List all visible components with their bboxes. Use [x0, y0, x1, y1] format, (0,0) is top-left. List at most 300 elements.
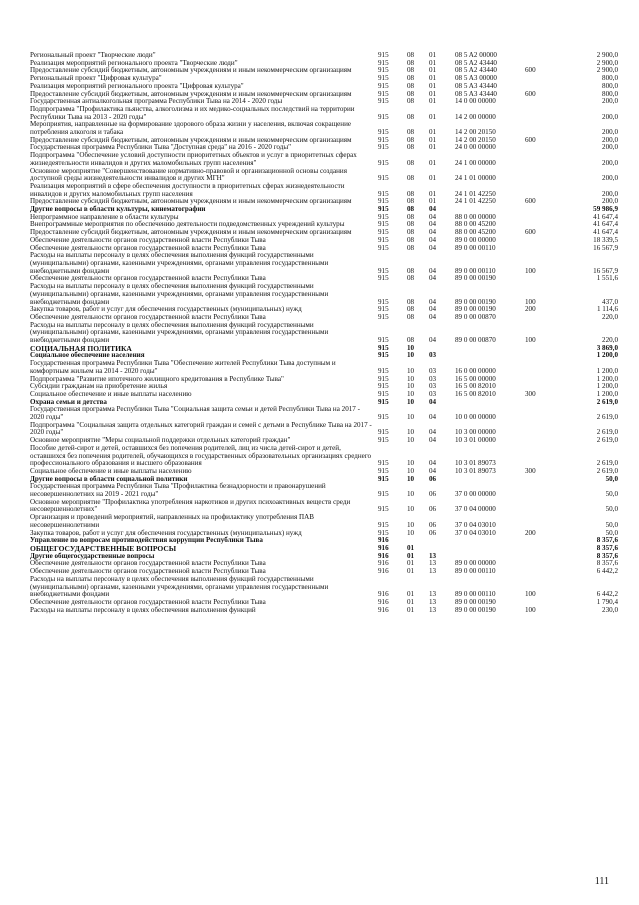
row-gr: 915	[378, 228, 389, 237]
row-gr: 915	[378, 466, 389, 475]
row-pr: 04	[429, 413, 437, 422]
row-vr: 600	[525, 66, 536, 75]
row-rz: 08	[407, 205, 415, 214]
row-name: Региональный проект "Цифровая культура"	[30, 74, 162, 83]
row-gr: 915	[378, 128, 389, 137]
row-vr	[525, 237, 567, 245]
row-rz: 08	[407, 58, 415, 67]
row-gr: 915	[378, 66, 389, 75]
row-name: Расходы на выплаты персоналу в целях обеспечения выполнения функций государственными (муниципальными) органами, казенными учреждениями, органами управления государственными внебюджетными фондами	[30, 282, 329, 306]
row-vr	[525, 314, 567, 322]
table-row	[30, 322, 624, 345]
row-rz: 08	[407, 89, 415, 98]
row-csr: 16 5 00 82010	[455, 382, 496, 391]
row-sum: 3 869,0	[596, 343, 618, 352]
row-gr: 916	[378, 567, 389, 576]
row-csr: 89 0 00 00190	[455, 274, 496, 283]
row-pr: 03	[429, 366, 437, 375]
row-rz: 01	[407, 559, 415, 568]
row-rz: 08	[407, 81, 415, 90]
row-rz: 10	[407, 389, 415, 398]
row-rz: 08	[407, 274, 415, 283]
row-rz: 10	[407, 490, 415, 499]
row-name: Подпрограмма "Профилактика пьянства, алкоголизма и их медико-социальных последствий на территории Республики Тыва на 2013 - 2020 годы"	[30, 104, 355, 121]
row-sum: 1 200,0	[596, 382, 618, 391]
row-gr: 915	[378, 112, 389, 121]
row-csr: 89 0 00 00870	[455, 312, 496, 321]
row-sum: 2 900,0	[596, 66, 618, 75]
row-gr: 915	[378, 197, 389, 206]
row-name: Другие вопросы в области социальной политики	[30, 474, 188, 483]
row-gr: 915	[378, 297, 389, 306]
row-csr: 89 0 00 00190	[455, 597, 496, 606]
row-vr	[525, 422, 567, 437]
row-sum: 200,0	[602, 197, 618, 206]
row-pr: 04	[429, 274, 437, 283]
row-rz: 08	[407, 220, 415, 229]
row-pr: 03	[429, 351, 437, 360]
row-pr: 01	[429, 143, 437, 152]
row-vr	[525, 106, 567, 121]
row-name: Расходы на выплаты персоналу в целях обеспечения выполнения функций государственными (муниципальными) органами, казенными учреждениями, органами управления государственными внебюджетными фондами	[30, 574, 329, 599]
row-name: Организация и проведений мероприятий, направленных на профилактику употребления ПАВ несовершеннолетними	[30, 513, 314, 529]
row-sum: 200,0	[602, 174, 618, 183]
row-gr: 915	[378, 490, 389, 499]
row-name: Предоставление субсидий бюджетным, автономным учреждениям и иным некоммерческим организациям	[30, 197, 352, 206]
row-gr: 915	[378, 74, 389, 83]
row-vr: 600	[525, 89, 536, 98]
row-pr: 04	[429, 243, 437, 252]
row-vr	[525, 399, 567, 407]
row-vr: 300	[525, 389, 536, 398]
row-csr: 08 5 A3 43440	[455, 89, 497, 98]
row-csr: 08 5 A2 43440	[455, 66, 497, 75]
row-rz: 10	[407, 382, 415, 391]
row-csr: 24 1 00 00000	[455, 158, 496, 167]
row-pr: 13	[429, 559, 437, 568]
row-vr	[525, 144, 567, 152]
row-vr	[525, 183, 567, 198]
row-pr: 01	[429, 97, 437, 106]
row-csr: 89 0 00 00870	[455, 336, 496, 345]
row-sum: 200,0	[602, 128, 618, 137]
row-vr	[525, 214, 567, 222]
row-pr: 06	[429, 528, 437, 537]
row-pr: 13	[429, 551, 437, 560]
table-row	[30, 152, 624, 167]
row-vr	[525, 98, 567, 106]
row-vr	[525, 537, 567, 545]
table-row	[30, 168, 624, 183]
row-name: Расходы на выплаты персоналу в целях обеспечения выполнения функций	[30, 605, 256, 614]
row-csr: 37 0 00 00000	[455, 490, 496, 499]
row-vr	[525, 545, 567, 553]
row-sum: 1 200,0	[596, 366, 618, 375]
table-row	[30, 183, 624, 198]
row-gr: 915	[378, 505, 389, 514]
table-row	[30, 360, 624, 375]
budget-table	[30, 52, 624, 614]
row-vr: 600	[525, 197, 536, 206]
row-csr: 89 0 00 00000	[455, 235, 496, 244]
row-vr	[525, 445, 567, 468]
row-gr: 915	[378, 274, 389, 283]
row-name: Подпрограмма "Обеспечение условий доступности приоритетных объектов и услуг в приоритетных сферах жизнедеятельности инвалидов и других маломобильных групп населения"	[30, 151, 357, 167]
row-pr: 04	[429, 312, 437, 321]
row-gr: 915	[378, 336, 389, 345]
row-sum: 8 357,6	[596, 559, 618, 568]
row-sum: 437,0	[602, 297, 618, 306]
row-rz: 08	[407, 74, 415, 83]
row-vr	[525, 206, 567, 214]
row-rz: 10	[407, 343, 415, 352]
table-row	[30, 445, 624, 468]
row-gr: 915	[378, 312, 389, 321]
row-gr: 915	[378, 235, 389, 244]
table-row	[30, 607, 624, 615]
row-name: Реализация мероприятий регионального проекта "Цифровая культура"	[30, 81, 244, 90]
row-pr: 01	[429, 81, 437, 90]
row-gr: 916	[378, 551, 389, 560]
row-name: Государственная программа Республики Тыва "Обеспечение жителей Республики Тыва доступным и комфортным жильем на 2014 - 2020 годы"	[30, 359, 336, 375]
row-csr: 16 0 00 00000	[455, 366, 496, 375]
row-rz: 01	[407, 567, 415, 576]
row-pr: 13	[429, 567, 437, 576]
row-pr: 01	[429, 74, 437, 83]
row-rz: 08	[407, 266, 415, 275]
row-gr: 915	[378, 459, 389, 468]
row-rz: 08	[407, 228, 415, 237]
row-csr	[455, 537, 525, 545]
row-gr: 915	[378, 97, 389, 106]
row-vr	[525, 360, 567, 375]
row-csr: 89 0 00 00110	[455, 590, 496, 599]
row-name: Расходы на выплаты персоналу в целях обеспечения выполнения функций государственными (муниципальными) органами, казенными учреждениями, органами управления государственными внебюджетными фондами	[30, 320, 329, 345]
row-rz: 10	[407, 474, 415, 483]
row-csr: 37 0 04 00000	[455, 505, 496, 514]
row-csr: 16 5 00 00000	[455, 374, 496, 383]
row-gr: 915	[378, 58, 389, 67]
row-csr: 88 0 00 45200	[455, 228, 496, 237]
row-sum: 2 900,0	[596, 58, 618, 67]
row-gr: 915	[378, 351, 389, 360]
row-pr: 04	[429, 459, 437, 468]
row-pr: 01	[429, 197, 437, 206]
row-rz: 10	[407, 351, 415, 360]
row-vr	[525, 514, 567, 529]
table-row	[30, 514, 624, 529]
row-name: Реализация мероприятий в сфере обеспечения доступности в приоритетных сферах жизнедеятельности инвалидов и других маломобильных групп населения	[30, 181, 345, 198]
row-vr	[525, 499, 567, 514]
row-rz: 10	[407, 528, 415, 537]
table-row	[30, 406, 624, 421]
row-pr: 06	[429, 520, 437, 529]
row-csr	[455, 345, 525, 353]
row-rz: 10	[407, 428, 415, 437]
row-csr: 37 0 04 03010	[455, 528, 496, 537]
row-gr: 915	[378, 436, 389, 445]
row-sum: 1 200,0	[596, 389, 618, 398]
row-rz: 01	[407, 590, 415, 599]
row-csr: 89 0 00 00110	[455, 266, 496, 275]
row-vr: 600	[525, 228, 536, 237]
row-name: Социальное обеспечение и иные выплаты населению	[30, 466, 192, 475]
row-name: Обеспечение деятельности органов государственной власти Республики Тыва	[30, 567, 266, 576]
row-name: Внепрограммные мероприятия по обеспечению деятельности подведомственных учреждений культуры	[30, 220, 345, 229]
row-sum: 2 900,0	[596, 51, 618, 59]
row-pr: 01	[429, 135, 437, 144]
row-pr: 04	[429, 436, 437, 445]
row-sum: 41 647,4	[593, 228, 618, 237]
row-pr: 04	[429, 235, 437, 244]
row-rz: 08	[407, 189, 415, 198]
row-name: Закупка товаров, работ и услуг для обеспечения государственных (муниципальных) нужд	[30, 305, 302, 314]
row-sum: 200,0	[602, 189, 618, 198]
row-sum: 8 357,6	[596, 536, 618, 545]
row-gr: 915	[378, 212, 389, 221]
row-sum: 50,0	[605, 474, 618, 483]
row-pr: 06	[429, 474, 437, 483]
row-sum: 41 647,4	[593, 220, 618, 229]
row-rz: 01	[407, 551, 415, 560]
row-rz: 08	[407, 158, 415, 167]
row-pr: 01	[429, 89, 437, 98]
row-gr: 915	[378, 220, 389, 229]
table-row	[30, 422, 624, 437]
row-sum: 50,0	[605, 505, 618, 514]
row-gr: 915	[378, 81, 389, 90]
row-gr: 915	[378, 374, 389, 383]
row-vr: 100	[525, 336, 536, 345]
table-row	[30, 499, 624, 514]
row-pr: 13	[429, 597, 437, 606]
row-vr	[525, 75, 567, 83]
table-row	[30, 576, 624, 599]
row-name: Региональный проект "Творческие люди"	[30, 51, 156, 59]
row-name: Обеспечение деятельности органов государственной власти Республики Тыва	[30, 274, 266, 283]
row-name: Государственная программа Республики Тыва "Профилактика безнадзорности и правонарушений несовершеннолетних на 2019 - 2021 годы"	[30, 482, 326, 499]
row-name: Подпрограмма "Социальная защита отдельных категорий граждан и семей с детьми в Республике Тыва на 2017 - 2020 годы"	[30, 420, 372, 437]
row-rz: 08	[407, 243, 415, 252]
row-gr: 915	[378, 397, 389, 406]
row-name: СОЦИАЛЬНАЯ ПОЛИТИКА	[30, 343, 132, 353]
row-name: Государственная антиалкогольная программа Республики Тыва на 2014 - 2020 годы	[30, 97, 283, 106]
row-pr: 03	[429, 389, 437, 398]
row-name: Мероприятия, направленные на формирование здорового образа жизни у населения, включая сокращение потребления алкоголя и табака	[30, 120, 352, 137]
row-rz: 10	[407, 436, 415, 445]
row-sum: 8 357,6	[596, 551, 618, 560]
row-rz: 01	[407, 597, 415, 606]
row-name: Основное мероприятие "Меры социальной поддержки отдельных категорий граждан"	[30, 436, 291, 445]
row-pr: 01	[429, 128, 437, 137]
row-rz: 08	[407, 297, 415, 306]
row-csr: 10 0 00 00000	[455, 413, 496, 422]
row-pr: 01	[429, 66, 437, 75]
row-name: Пособие детей-сирот и детей, оставшихся без попечения родителей, лиц из числа детей-сирот и детей, оставшихся без попечения родителей, обучающихся в государственных образовательных организациях среднего профессионального образования и высшего образования	[30, 443, 372, 468]
row-csr	[455, 399, 525, 407]
row-pr: 04	[429, 336, 437, 345]
row-pr: 01	[429, 112, 437, 121]
row-pr: 04	[429, 220, 437, 229]
row-pr: 04	[429, 228, 437, 237]
row-csr: 89 0 00 00000	[455, 559, 496, 568]
row-gr: 915	[378, 528, 389, 537]
row-sum: 200,0	[602, 143, 618, 152]
row-sum: 200,0	[602, 135, 618, 144]
row-sum: 59 986,9	[593, 205, 618, 214]
row-name: Государственная программа Республики Тыва "Доступная среда" на 2016 - 2020 годы"	[30, 143, 292, 152]
row-gr: 915	[378, 305, 389, 314]
row-rz: 08	[407, 66, 415, 75]
row-name: Обеспечение деятельности органов государственной власти Республики Тыва	[30, 243, 266, 252]
row-gr: 915	[378, 382, 389, 391]
row-name: Реализация мероприятий регионального проекта "Творческие люди"	[30, 58, 238, 67]
row-gr: 915	[378, 174, 389, 183]
row-sum: 8 357,6	[596, 544, 618, 552]
row-rz: 01	[407, 544, 415, 552]
row-rz: 08	[407, 128, 415, 137]
row-csr: 10 3 01 89073	[455, 466, 496, 475]
row-sum: 1 200,0	[596, 351, 618, 360]
row-vr: 100	[525, 590, 536, 599]
row-sum: 1 114,6	[596, 305, 618, 314]
row-sum: 6 442,2	[596, 590, 618, 599]
row-gr: 916	[378, 559, 389, 568]
row-vr	[525, 52, 567, 60]
row-vr: 100	[525, 605, 536, 614]
row-vr	[525, 553, 567, 561]
row-gr: 915	[378, 474, 389, 483]
row-gr: 915	[378, 143, 389, 152]
row-sum: 1 551,6	[596, 274, 618, 283]
row-name: Обеспечение деятельности органов государственной власти Республики Тыва	[30, 597, 266, 606]
row-rz: 08	[407, 112, 415, 121]
row-rz: 08	[407, 197, 415, 206]
row-vr: 100	[525, 266, 536, 275]
row-vr	[525, 437, 567, 445]
row-pr: 01	[429, 58, 437, 67]
row-csr	[455, 545, 525, 553]
row-gr: 915	[378, 51, 389, 59]
row-sum: 2 619,0	[596, 459, 618, 468]
row-gr: 915	[378, 158, 389, 167]
row-vr	[525, 376, 567, 384]
row-rz: 08	[407, 305, 415, 314]
row-gr: 916	[378, 597, 389, 606]
row-gr: 915	[378, 413, 389, 422]
row-csr: 16 5 00 82010	[455, 389, 496, 398]
row-gr: 915	[378, 189, 389, 198]
row-name: Обеспечение деятельности органов государственной власти Республики Тыва	[30, 559, 266, 568]
row-pr	[429, 537, 455, 545]
row-name: Государственная программа Республики Тыва "Социальная защита семьи и детей Республики Тыва на 2017 - 2020 годы"	[30, 405, 360, 422]
row-rz: 10	[407, 520, 415, 529]
row-sum: 18 339,5	[593, 235, 618, 244]
row-name: Субсидии гражданам на приобретение жилья	[30, 382, 168, 391]
table-row	[30, 391, 624, 399]
row-name: Закупка товаров, работ и услуг для обеспечения государственных (муниципальных) нужд	[30, 528, 302, 537]
row-vr	[525, 345, 567, 353]
row-rz: 10	[407, 466, 415, 475]
row-rz: 10	[407, 366, 415, 375]
row-vr	[525, 406, 567, 421]
table-row	[30, 121, 624, 136]
row-pr: 13	[429, 590, 437, 599]
row-pr: 04	[429, 305, 437, 314]
row-pr: 06	[429, 490, 437, 499]
row-name: Предоставление субсидий бюджетным, автономным учреждениям и иным некоммерческим организациям	[30, 89, 352, 98]
row-sum: 2 619,0	[596, 436, 618, 445]
row-gr: 916	[378, 544, 389, 552]
row-sum: 6 442,2	[596, 567, 618, 576]
row-name: Социальное обеспечение и иные выплаты населению	[30, 389, 192, 398]
row-sum: 1 790,4	[596, 597, 618, 606]
row-pr: 04	[429, 205, 437, 214]
row-vr: 100	[525, 297, 536, 306]
row-vr	[525, 483, 567, 498]
row-rz: 08	[407, 235, 415, 244]
row-csr: 89 0 00 00190	[455, 605, 496, 614]
row-sum: 2 619,0	[596, 466, 618, 475]
row-name: Другие общегосударственные вопросы	[30, 551, 155, 560]
table-row	[30, 283, 624, 306]
row-csr: 14 2 00 20150	[455, 135, 496, 144]
row-name: Основное мероприятие "Совершенствование нормативно-правовой и организационной основы создания доступной среды жизнедеятельности инвалидов и других МГН"	[30, 166, 347, 183]
row-rz: 08	[407, 312, 415, 321]
row-pr: 03	[429, 382, 437, 391]
row-gr: 915	[378, 428, 389, 437]
row-pr: 01	[429, 174, 437, 183]
table-row	[30, 252, 624, 275]
row-csr	[455, 352, 525, 360]
row-name: Обеспечение деятельности органов государственной власти Республики Тыва	[30, 235, 266, 244]
row-pr: 04	[429, 428, 437, 437]
row-name: Расходы на выплаты персоналу в целях обеспечения выполнения функций государственными (муниципальными) органами, казенными учреждениями, органами управления государственными внебюджетными фондами	[30, 251, 329, 275]
row-vr	[525, 560, 567, 568]
row-pr: 03	[429, 374, 437, 383]
row-rz: 10	[407, 397, 415, 406]
row-vr	[525, 352, 567, 360]
row-gr: 915	[378, 520, 389, 529]
row-gr: 915	[378, 243, 389, 252]
row-rz: 08	[407, 51, 415, 59]
row-vr: 200	[525, 305, 536, 314]
row-gr: 915	[378, 205, 389, 214]
row-csr: 37 0 04 03010	[455, 520, 496, 529]
row-name: Обеспечение деятельности органов государственной власти Республики Тыва	[30, 312, 266, 321]
row-vr	[525, 245, 567, 253]
row-sum: 41 647,4	[593, 212, 618, 221]
row-sum: 2 619,0	[596, 428, 618, 437]
row-gr: 915	[378, 135, 389, 144]
row-csr: 24 1 01 42250	[455, 197, 496, 206]
row-pr: 04	[429, 397, 437, 406]
row-pr: 01	[429, 189, 437, 198]
row-sum: 16 567,9	[593, 243, 618, 252]
row-sum: 1 200,0	[596, 374, 618, 383]
row-csr: 10 3 00 00000	[455, 428, 496, 437]
row-name: Основное мероприятие "Профилактика употребления наркотиков и других психоактивных веществ среди несовершеннолетних"	[30, 497, 351, 514]
row-pr: 04	[429, 466, 437, 475]
row-gr: 915	[378, 89, 389, 98]
row-csr: 88 0 00 00000	[455, 212, 496, 221]
row-csr: 08 5 A3 43440	[455, 81, 497, 90]
row-csr: 89 0 00 00190	[455, 305, 496, 314]
row-rz: 08	[407, 212, 415, 221]
row-gr: 915	[378, 366, 389, 375]
row-pr: 01	[429, 158, 437, 167]
row-sum: 16 567,9	[593, 266, 618, 275]
